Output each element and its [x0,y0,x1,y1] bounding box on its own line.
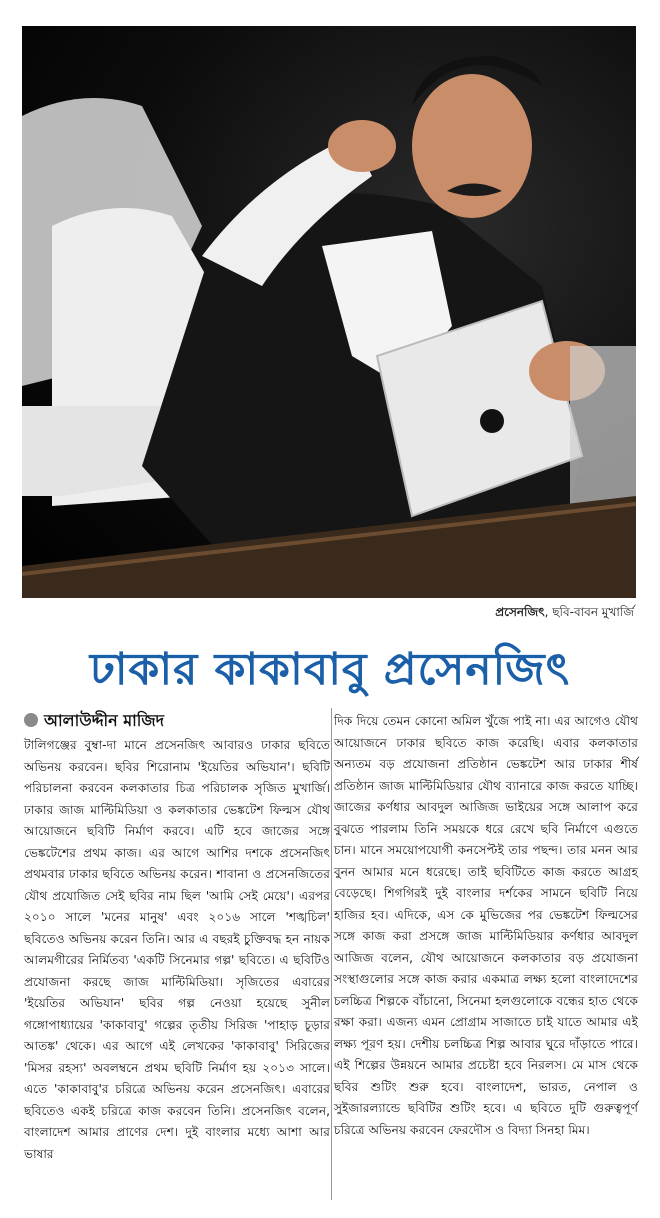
photo-caption [495,604,634,624]
byline-bullet-icon [24,713,38,727]
column-divider [331,708,332,1200]
caption-credit: , ছবি-বাবন মুখার্জি [544,605,634,619]
left-column-text: টালিগঞ্জের বুম্বা-দা মানে প্রসেনজিৎ আবারও ঢাকার ছবিতে অভিনয় করবেন। ছবির শিরোনাম 'ইয়েতির অভিযান'। ছবিটি পরিচালনা করবেন কলকাতার চিত্র পরিচালক সৃজিত মুখার্জি। ঢাকার জাজ মাল্টিমিডিয়া ও কলকাতার ভেঙ্কটেশ ফিল্মস যৌথ আয়োজনে ছবিটি নির্মাণ করবে। এটি হবে জাজের সঙ্গে ভেঙ্কটেশের প্রথম কাজ। এর আগে আশির দশকে প্রসেনজিৎ প্রথমবার ঢাকার ছবিতে অভিনয় করেন। শাবানা ও প্রসেনজিতের যৌথ প্রযোজিত সেই ছবির নাম ছিল 'আমি সেই মেয়ে'। এরপর ২০১০ সালে 'মনের মানুষ' এবং ২০১৬ সালে 'শঙ্খচিল' ছবিতেও অভিনয় করেন তিনি। আর এ বছরই চুক্তিবদ্ধ হন নায়ক আলমগীরের নির্মিতব্য 'একটি সিনেমার গল্প' ছবিতে। এ ছবিটিও প্রযোজনা করছে জাজ মাল্টিমিডিয়া। সৃজিতের এবারের 'ইয়েতির অভিযান' ছবির গল্প নেওয়া হয়েছে সুনীল গঙ্গোপাধ্যায়ের 'কাকাবাবু' গল্পের তৃতীয় সিরিজ 'পাহাড় চূড়ার আতঙ্ক' থেকে। এর আগে এই লেখকের 'কাকাবাবু' সিরিজের 'মিসর রহস্য' অবলম্বনে প্রথম ছবিটি নির্মাণ হয় ২০১৩ সালে। এতে 'কাকাবাবু'র চরিত্রে অভিনয় করেন প্রসেনজিৎ। এবারের ছবিতেও একই চরিত্রে কাজ করবেন তিনি। প্রসেনজিৎ বলেন, বাংলাদেশ আমার প্রাণের দেশ। দুই বাংলার মধ্যে আশা আর ভাষার [24,738,330,1161]
right-column-text: দিক দিয়ে তেমন কোনো অমিল খুঁজে পাই না। এর আগেও যৌথ আয়োজনে ঢাকার ছবিতে কাজ করেছি। এবার কলকাতার অন্যতম বড় প্রযোজনা প্রতিষ্ঠান ভেঙ্কটেশ আর ঢাকার শীর্ষ প্রতিষ্ঠান জাজ মাল্টিমিডিয়ার যৌথ ব্যানারে কাজ করতে যাচ্ছি। জাজের কর্ণধার আবদুল আজিজ ভাইয়ের সঙ্গে আলাপ করে বুঝতে পারলাম তিনি সময়কে ধরে রেখে ছবি নির্মাণে এগুতে চান। মানে সময়োপযোগী কনসেপ্টই তার পছন্দ। তার মনন আর বুনন আমার মনে ধরেছে। তাই ছবিটিতে কাজ করতে আগ্রহ বেড়েছে। শিগগিরই দুই বাংলার দর্শকের সামনে ছবিটি নিয়ে হাজির হব। এদিকে, এস কে মুভিজের পর ভেঙ্কটেশ ফিল্মসের সঙ্গে কাজ করা প্রসঙ্গে জাজ মাল্টিমিডিয়ার কর্ণধার আবদুল আজিজ বলেন, যৌথ আয়োজনে কলকাতার বড় প্রযোজনা সংস্থাগুলোর সঙ্গে কাজ করার একমাত্র লক্ষ্য হলো বাংলাদেশের চলচ্চিত্র শিল্পকে বাঁচানো, সিনেমা হলগুলোকে বন্ধের হাত থেকে রক্ষা করা। এজন্য এমন প্রোগ্রাম সাজাতে চাই যাতে আমার এই লক্ষ্য পূরণ হয়। দেশীয় চলচ্চিত্র শিল্প আবার ঘুরে দাঁড়াতে পারে। এই শিল্পের উন্নয়নে আমার প্রচেষ্টা হবে নিরলস। মে মাস থেকে ছবির শুটিং শুরু হবে। বাংলাদেশ, ভারত, নেপাল ও সুইজারল্যান্ডে ছবিটির শুটিং হবে। এ ছবিতে দুটি গুরুত্বপূর্ণ চরিত্রে অভিনয় করবেন ফেরদৌস ও বিদ্যা সিনহা মিম। [334,714,638,1137]
article-byline: আলাউদ্দীন মাজিদ [44,711,165,730]
caption-name: প্রসেনজিৎ [495,605,545,619]
article-body-right-column [334,711,638,1141]
article-headline: ঢাকার কাকাবাবু প্রসেনজিৎ [89,644,571,695]
photo-illustration [22,26,636,598]
article-photo [22,26,636,598]
article-body-left-column [24,735,330,1165]
